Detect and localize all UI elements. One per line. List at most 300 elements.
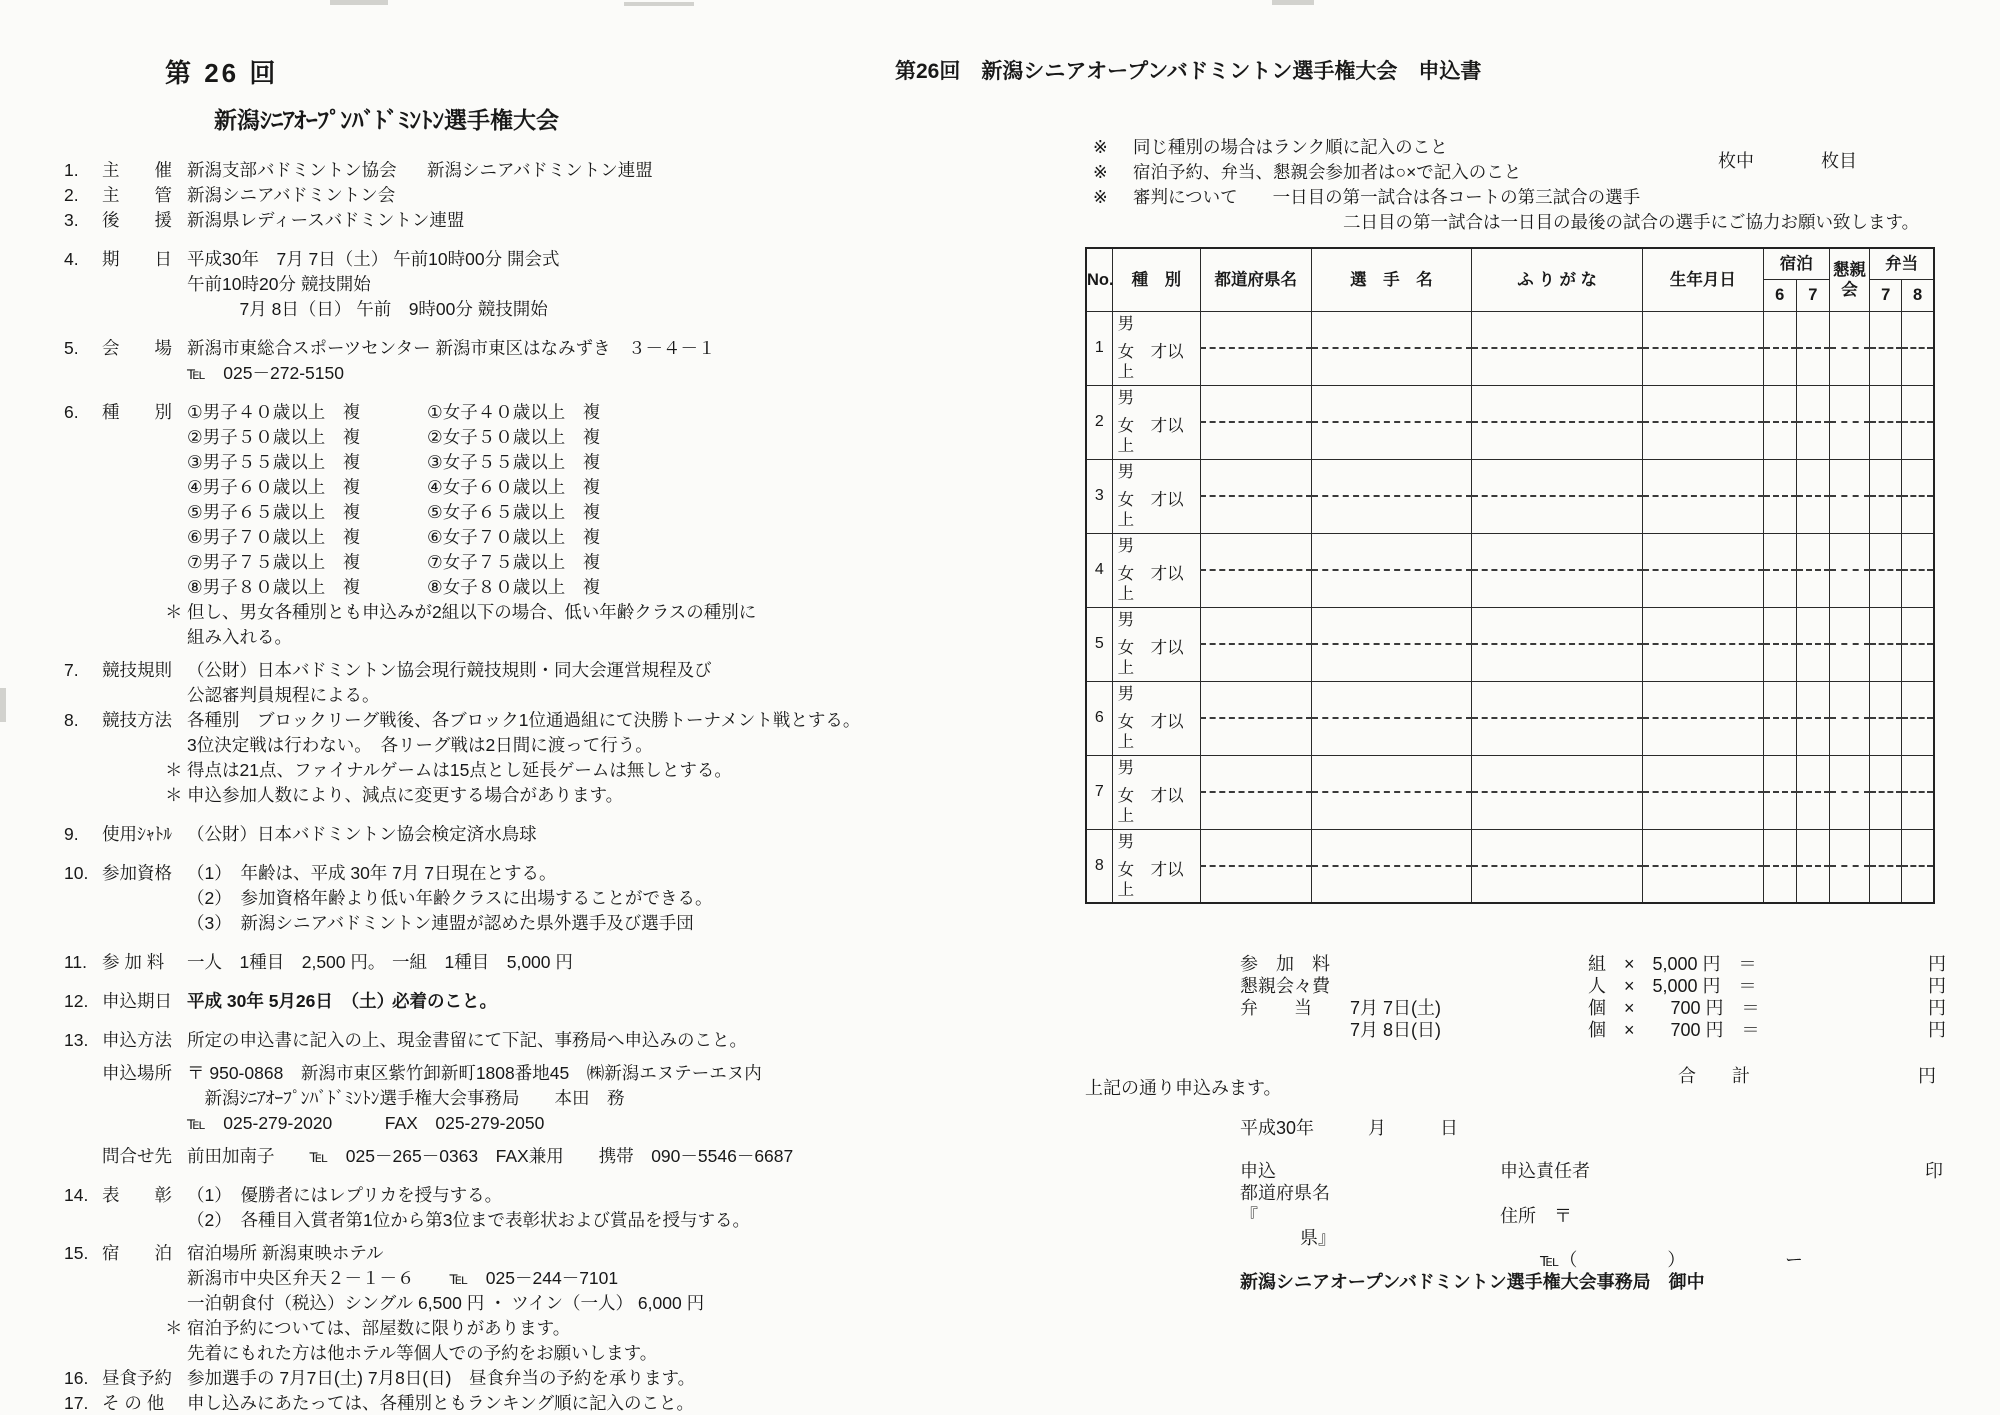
input-cell[interactable] xyxy=(1763,866,1796,903)
input-cell[interactable] xyxy=(1201,385,1312,422)
input-cell[interactable] xyxy=(1829,792,1869,829)
item-format xyxy=(62,708,872,758)
category-cell[interactable] xyxy=(1112,755,1200,829)
fee-label: 懇親会々費 xyxy=(1240,976,1330,996)
event-time: 午前 9時00分 xyxy=(356,299,473,319)
input-cell[interactable] xyxy=(1643,681,1764,718)
input-cell[interactable] xyxy=(1472,422,1643,459)
apply-place-line: 新潟ｼﾆｱｵｰﾌﾟﾝﾊﾞﾄﾞﾐﾝﾄﾝ選手権大会事務局 本田 務 xyxy=(187,1088,625,1108)
fee-yen: 円 xyxy=(1928,1020,1946,1040)
responsible-label: 申込責任者 xyxy=(1500,1161,1590,1181)
input-cell[interactable] xyxy=(1763,459,1796,496)
support-org: 新潟県レディースバドミントン連盟 xyxy=(187,210,465,230)
col-bento-8: 8 xyxy=(1902,279,1934,311)
input-cell[interactable] xyxy=(1472,829,1643,866)
input-cell[interactable] xyxy=(1829,422,1869,459)
item-number: 8. xyxy=(64,710,79,730)
fee-section xyxy=(1240,953,1946,1087)
input-cell[interactable] xyxy=(1763,311,1796,348)
category-line: ②男子５０歳以上 複 xyxy=(187,427,361,447)
input-cell[interactable] xyxy=(1201,755,1312,792)
input-cell[interactable] xyxy=(1643,311,1764,348)
input-cell[interactable] xyxy=(1902,459,1934,496)
male-label: 男 xyxy=(1117,684,1135,703)
venue-name: 新潟市東総合スポーツセンター xyxy=(187,338,431,358)
input-cell[interactable] xyxy=(1763,533,1796,570)
input-cell[interactable] xyxy=(1201,681,1312,718)
asterisk-mark: ＊ xyxy=(165,760,183,780)
input-cell[interactable] xyxy=(1902,829,1934,866)
asterisk-mark: ＊ xyxy=(165,602,183,622)
tournament-round: 第 26 回 xyxy=(165,58,279,88)
apply-method-text: 所定の申込書に記入の上、現金書留にて下記、事務局へ申込みのこと。 xyxy=(187,1030,747,1050)
input-cell[interactable] xyxy=(1472,570,1643,607)
category-cell[interactable] xyxy=(1112,681,1200,755)
eligibility-line: （1） 年齢は、平成 30年 7月 7日現在とする。 xyxy=(187,863,557,883)
input-cell[interactable] xyxy=(1870,385,1902,422)
row-number: 6 xyxy=(1086,681,1112,755)
input-cell[interactable] xyxy=(1311,311,1472,348)
input-cell[interactable] xyxy=(1902,681,1934,718)
scan-artifact xyxy=(330,0,388,5)
player-entry-row xyxy=(1086,829,1934,903)
hotel-address: 新潟市中央区弁天２－１－６ ℡ 025－244－7101 xyxy=(187,1268,619,1288)
col-no: No. xyxy=(1086,248,1112,311)
category-line: ⑥女子７０歳以上 複 xyxy=(427,527,601,547)
input-cell[interactable] xyxy=(1902,385,1934,422)
input-cell[interactable] xyxy=(1870,348,1902,385)
row-number: 4 xyxy=(1086,533,1112,607)
input-cell[interactable] xyxy=(1201,422,1312,459)
input-cell[interactable] xyxy=(1201,644,1312,681)
input-cell[interactable] xyxy=(1870,459,1902,496)
apply-label: 申込 xyxy=(1240,1161,1276,1181)
item-number: 3. xyxy=(64,210,79,230)
note-text: 得点は21点、ファイナルゲームは15点とし延長ゲームは無しとする。 xyxy=(187,760,732,780)
input-cell[interactable] xyxy=(1311,866,1472,903)
input-cell[interactable] xyxy=(1902,533,1934,570)
awards-line: （2） 各種目入賞者第1位から第3位まで表彰状および賞品を授与する。 xyxy=(187,1210,750,1230)
input-cell[interactable] xyxy=(1763,681,1796,718)
tournament-title: 新潟ｼﾆｱｵｰﾌﾟﾝﾊﾞﾄﾞﾐﾝﾄﾝ選手権大会 xyxy=(214,107,559,133)
input-cell[interactable] xyxy=(1902,607,1934,644)
item-label: 後 援 xyxy=(102,210,172,230)
rules-text: （公財）日本バドミントン協会現行競技規則・同大会運営規程及び xyxy=(187,660,712,680)
event-time: 午前10時20分 xyxy=(187,274,296,294)
input-cell[interactable] xyxy=(1796,311,1829,348)
input-cell[interactable] xyxy=(1796,607,1829,644)
format-note xyxy=(62,783,872,808)
input-cell[interactable] xyxy=(1902,311,1934,348)
event-date: 7月 8日（日） xyxy=(187,299,352,319)
input-cell[interactable] xyxy=(1643,755,1764,792)
input-cell[interactable] xyxy=(1201,348,1312,385)
input-cell[interactable] xyxy=(1796,348,1829,385)
total-yen: 円 xyxy=(1918,1066,1936,1086)
fee-yen: 円 xyxy=(1928,976,1946,996)
input-cell[interactable] xyxy=(1870,570,1902,607)
input-cell[interactable] xyxy=(1796,755,1829,792)
input-cell[interactable] xyxy=(1870,533,1902,570)
input-cell[interactable] xyxy=(1311,570,1472,607)
input-cell[interactable] xyxy=(1796,570,1829,607)
input-cell[interactable] xyxy=(1763,348,1796,385)
input-cell[interactable] xyxy=(1311,385,1472,422)
fee-label: 参 加 料 xyxy=(1240,954,1330,974)
input-cell[interactable] xyxy=(1311,496,1472,533)
input-cell[interactable] xyxy=(1902,496,1934,533)
lodging-note xyxy=(62,1316,872,1341)
female-age-label: 女 才以上 xyxy=(1117,564,1184,603)
input-cell[interactable] xyxy=(1201,311,1312,348)
input-cell[interactable] xyxy=(1643,792,1764,829)
fee-date: 7月 8日(日) xyxy=(1350,1020,1442,1040)
category-cell[interactable] xyxy=(1112,533,1200,607)
fee-row xyxy=(1240,1019,1946,1041)
item-number: 9. xyxy=(64,824,79,844)
input-cell[interactable] xyxy=(1201,718,1312,755)
input-cell[interactable] xyxy=(1643,496,1764,533)
input-cell[interactable] xyxy=(1201,829,1312,866)
organizer-org: 新潟シニアバドミントン会 xyxy=(187,185,396,205)
hotel-name: 新潟東映ホテル xyxy=(261,1243,384,1263)
input-cell[interactable] xyxy=(1311,607,1472,644)
fee-label xyxy=(1240,1019,1350,1041)
event-name: 競技開始 xyxy=(300,274,371,294)
lunch-text: 参加選手の 7月7日(土) 7月8日(日) 昼食弁当の予約を承ります。 xyxy=(187,1368,696,1388)
women-categories xyxy=(427,400,872,600)
input-cell[interactable] xyxy=(1201,459,1312,496)
lodging-note-cont xyxy=(62,1341,872,1366)
item-label: 宿 泊 xyxy=(102,1243,172,1263)
category-line: ④女子６０歳以上 複 xyxy=(427,477,601,497)
col-birthdate: 生年月日 xyxy=(1643,248,1764,311)
input-cell[interactable] xyxy=(1829,644,1869,681)
input-cell[interactable] xyxy=(1472,718,1643,755)
scan-artifact xyxy=(0,688,6,722)
item-number: 11. xyxy=(64,952,88,972)
input-cell[interactable] xyxy=(1643,348,1764,385)
input-cell[interactable] xyxy=(1643,866,1764,903)
input-cell[interactable] xyxy=(1311,755,1472,792)
input-cell[interactable] xyxy=(1472,496,1643,533)
input-cell[interactable] xyxy=(1870,718,1902,755)
input-cell[interactable] xyxy=(1201,792,1312,829)
note-text: 宿泊予約、弁当、懇親会参加者は○×で記入のこと xyxy=(1133,162,1522,182)
category-line: ⑦女子７５歳以上 複 xyxy=(427,552,601,572)
input-cell[interactable] xyxy=(1311,348,1472,385)
input-cell[interactable] xyxy=(1311,459,1472,496)
deadline-note: 必着のこと。 xyxy=(392,991,497,1011)
contact-text: 前田加南子 ℡ 025－265－0363 FAX兼用 携帯 090－5546－6687 xyxy=(187,1146,794,1166)
input-cell[interactable] xyxy=(1472,459,1643,496)
input-cell[interactable] xyxy=(1311,718,1472,755)
input-cell[interactable] xyxy=(1796,644,1829,681)
input-cell[interactable] xyxy=(1870,792,1902,829)
reference-mark: ※ xyxy=(1093,137,1108,157)
player-entry-row xyxy=(1086,385,1934,459)
input-cell[interactable] xyxy=(1829,866,1869,903)
input-cell[interactable] xyxy=(1643,718,1764,755)
input-cell[interactable] xyxy=(1902,866,1934,903)
shuttle-text: （公財）日本バドミントン協会検定済水鳥球 xyxy=(187,824,537,844)
input-cell[interactable] xyxy=(1763,496,1796,533)
input-cell[interactable] xyxy=(1472,533,1643,570)
note-text: 宿泊予約については、部屋数に限りがあります。 xyxy=(187,1318,571,1338)
input-cell[interactable] xyxy=(1643,829,1764,866)
item-label: 表 彰 xyxy=(102,1185,172,1205)
input-cell[interactable] xyxy=(1643,459,1764,496)
input-cell[interactable] xyxy=(1870,422,1902,459)
item-label: 参加資格 xyxy=(102,863,172,883)
category-cell[interactable] xyxy=(1112,311,1200,385)
male-label: 男 xyxy=(1117,832,1135,851)
input-cell[interactable] xyxy=(1472,866,1643,903)
input-cell[interactable] xyxy=(1829,607,1869,644)
input-cell[interactable] xyxy=(1311,533,1472,570)
item-label: そ の 他 xyxy=(102,1393,165,1413)
col-player-name: 選 手 名 xyxy=(1311,248,1472,311)
input-cell[interactable] xyxy=(1643,607,1764,644)
col-furigana: ふ り が な xyxy=(1472,248,1643,311)
male-label: 男 xyxy=(1117,536,1135,555)
input-cell[interactable] xyxy=(1763,422,1796,459)
item-number: 2. xyxy=(64,185,79,205)
input-cell[interactable] xyxy=(1201,607,1312,644)
input-cell[interactable] xyxy=(1763,644,1796,681)
input-cell[interactable] xyxy=(1311,422,1472,459)
fee-pair: 一組 1種目 5,000 円 xyxy=(392,952,573,972)
input-cell[interactable] xyxy=(1796,385,1829,422)
deadline-date: 平成 30年 5月26日 （土） xyxy=(187,991,395,1011)
fee-date xyxy=(1350,975,1588,997)
note-text: 組み入れる。 xyxy=(187,627,292,647)
venue-tel: ℡ 025－272-5150 xyxy=(187,363,344,383)
office-address-line: 新潟シニアオープンバドミントン選手権大会事務局 御中 xyxy=(1240,1272,1705,1292)
input-cell[interactable] xyxy=(1829,755,1869,792)
announcement-page xyxy=(62,58,872,1415)
application-form-page xyxy=(880,55,1960,1415)
col-lodging-7: 7 xyxy=(1796,279,1829,311)
input-cell[interactable] xyxy=(1796,681,1829,718)
format-text: 各種別 ブロックリーグ戦後、各ブロック1位通過組にて決勝トーナメント戦とする。 xyxy=(187,710,861,730)
male-label: 男 xyxy=(1117,758,1135,777)
fee-formula: 個 × 700 円 ＝ xyxy=(1588,1020,1760,1040)
input-cell[interactable] xyxy=(1472,792,1643,829)
other-text: 申し込みにあたっては、各種別ともランキング順に記入のこと。 xyxy=(187,1393,694,1413)
input-cell[interactable] xyxy=(1763,792,1796,829)
input-cell[interactable] xyxy=(1643,533,1764,570)
input-cell[interactable] xyxy=(1902,718,1934,755)
fee-yen: 円 xyxy=(1928,954,1946,974)
input-cell[interactable] xyxy=(1902,755,1934,792)
input-cell[interactable] xyxy=(1311,644,1472,681)
input-cell[interactable] xyxy=(1902,422,1934,459)
category-line: ⑤男子６５歳以上 複 xyxy=(187,502,361,522)
player-entry-row xyxy=(1086,755,1934,829)
input-cell[interactable] xyxy=(1870,755,1902,792)
input-cell[interactable] xyxy=(1201,866,1312,903)
input-cell[interactable] xyxy=(1829,681,1869,718)
input-cell[interactable] xyxy=(1870,866,1902,903)
player-entry-row xyxy=(1086,311,1934,385)
input-cell[interactable] xyxy=(1829,348,1869,385)
item-number: 17. xyxy=(64,1393,89,1413)
category-line: ③男子５５歳以上 複 xyxy=(187,452,361,472)
apply-place-label: 申込場所 xyxy=(102,1063,172,1083)
input-cell[interactable] xyxy=(1796,496,1829,533)
input-cell[interactable] xyxy=(1796,792,1829,829)
item-label: 申込期日 xyxy=(102,991,172,1011)
input-cell[interactable] xyxy=(1796,718,1829,755)
female-age-label: 女 才以上 xyxy=(1117,638,1184,677)
item-number: 14. xyxy=(64,1185,89,1205)
item-apply-method xyxy=(62,1028,872,1053)
row-number: 7 xyxy=(1086,755,1112,829)
format-text: 3位決定戦は行わない。 各リーグ戦は2日間に渡って行う。 xyxy=(187,735,653,755)
lodging-place-label: 宿泊場所 xyxy=(187,1243,257,1263)
item-label: 申込方法 xyxy=(102,1030,172,1050)
input-cell[interactable] xyxy=(1311,681,1472,718)
input-cell[interactable] xyxy=(1643,385,1764,422)
input-cell[interactable] xyxy=(1472,385,1643,422)
item-label: 参 加 料 xyxy=(102,952,165,972)
input-cell[interactable] xyxy=(1201,533,1312,570)
input-cell[interactable] xyxy=(1472,755,1643,792)
categories-note xyxy=(62,600,872,625)
category-cell[interactable] xyxy=(1112,459,1200,533)
input-cell[interactable] xyxy=(1902,570,1934,607)
apply-place-line: 〒 950-0868 新潟市東区紫竹卸新町1808番地45 ㈱新潟エヌテーエヌ内 xyxy=(187,1063,762,1083)
input-cell[interactable] xyxy=(1902,792,1934,829)
item-label: 種 別 xyxy=(102,402,172,422)
input-cell[interactable] xyxy=(1796,422,1829,459)
item-deadline xyxy=(62,989,872,1014)
input-cell[interactable] xyxy=(1201,496,1312,533)
fee-total-row xyxy=(1240,1065,1936,1087)
input-cell[interactable] xyxy=(1829,385,1869,422)
item-number: 6. xyxy=(64,402,79,422)
input-cell[interactable] xyxy=(1472,644,1643,681)
input-cell[interactable] xyxy=(1796,533,1829,570)
input-cell[interactable] xyxy=(1870,681,1902,718)
item-number: 5. xyxy=(64,338,79,358)
input-cell[interactable] xyxy=(1902,348,1934,385)
input-cell[interactable] xyxy=(1311,792,1472,829)
male-label: 男 xyxy=(1117,610,1135,629)
input-cell[interactable] xyxy=(1472,311,1643,348)
item-rules xyxy=(62,658,872,708)
host-org-2: 新潟シニアバドミントン連盟 xyxy=(427,160,653,180)
note-text: 先着にもれた方は他ホテル等個人での予約をお願いします。 xyxy=(187,1343,658,1363)
input-cell[interactable] xyxy=(1870,829,1902,866)
input-cell[interactable] xyxy=(1829,570,1869,607)
category-cell[interactable] xyxy=(1112,607,1200,681)
input-cell[interactable] xyxy=(1472,348,1643,385)
female-age-label: 女 才以上 xyxy=(1117,490,1184,529)
female-age-label: 女 才以上 xyxy=(1117,712,1184,751)
item-label: 競技方法 xyxy=(102,710,172,730)
input-cell[interactable] xyxy=(1763,385,1796,422)
female-age-label: 女 才以上 xyxy=(1117,786,1184,825)
input-cell[interactable] xyxy=(1796,829,1829,866)
input-cell[interactable] xyxy=(1763,829,1796,866)
player-entry-row xyxy=(1086,459,1934,533)
fee-date: 7月 7日(土) xyxy=(1350,998,1442,1018)
item-number: 4. xyxy=(64,249,79,269)
fee-yen: 円 xyxy=(1928,998,1946,1018)
entry-table xyxy=(1085,247,1935,904)
eligibility-line: （3） 新潟シニアバドミントン連盟が認めた県外選手及び選手団 xyxy=(187,913,694,933)
item-categories xyxy=(62,400,872,600)
input-cell[interactable] xyxy=(1902,644,1934,681)
host-org-1: 新潟支部バドミントン協会 xyxy=(187,160,397,180)
input-cell[interactable] xyxy=(1643,644,1764,681)
input-cell[interactable] xyxy=(1643,570,1764,607)
input-cell[interactable] xyxy=(1829,496,1869,533)
input-cell[interactable] xyxy=(1796,866,1829,903)
input-cell[interactable] xyxy=(1870,644,1902,681)
event-time: 午前10時00分 xyxy=(393,249,503,269)
col-lodging: 宿泊 xyxy=(1763,248,1829,279)
item-awards xyxy=(62,1183,872,1233)
category-line: ④男子６０歳以上 複 xyxy=(187,477,361,497)
input-cell[interactable] xyxy=(1829,311,1869,348)
input-cell[interactable] xyxy=(1763,755,1796,792)
male-label: 男 xyxy=(1117,388,1135,407)
input-cell[interactable] xyxy=(1472,607,1643,644)
player-entry-row xyxy=(1086,681,1934,755)
bracket-open: 『 xyxy=(1240,1206,1258,1226)
input-cell[interactable] xyxy=(1870,496,1902,533)
input-cell[interactable] xyxy=(1829,718,1869,755)
item-number: 16. xyxy=(64,1368,89,1388)
input-cell[interactable] xyxy=(1311,829,1472,866)
category-line: ②女子５０歳以上 複 xyxy=(427,427,601,447)
sheets-of-label: 枚中 xyxy=(1718,151,1754,171)
apply-place-line: ℡ 025-279-2020 FAX 025-279-2050 xyxy=(187,1113,545,1133)
input-cell[interactable] xyxy=(1870,607,1902,644)
category-cell[interactable] xyxy=(1112,829,1200,903)
input-cell[interactable] xyxy=(1829,533,1869,570)
input-cell[interactable] xyxy=(1796,459,1829,496)
col-category: 種 別 xyxy=(1112,248,1200,311)
note-text: 二日目の第一試合は一日目の最後の試合の選手にご協力お願い致します。 xyxy=(1343,212,1920,232)
fee-row xyxy=(1240,975,1946,997)
item-number: 15. xyxy=(64,1243,89,1263)
input-cell[interactable] xyxy=(1870,311,1902,348)
input-cell[interactable] xyxy=(1763,570,1796,607)
category-line: ⑧女子８０歳以上 複 xyxy=(427,577,601,597)
eligibility-line: （2） 参加資格年齢より低い年齢クラスに出場することができる。 xyxy=(187,888,713,908)
asterisk-mark: ＊ xyxy=(165,1318,183,1338)
apply-place xyxy=(62,1061,872,1136)
input-cell[interactable] xyxy=(1763,607,1796,644)
input-cell[interactable] xyxy=(1829,459,1869,496)
category-cell[interactable] xyxy=(1112,385,1200,459)
input-cell[interactable] xyxy=(1643,422,1764,459)
event-date: 平成30年 7月 7日（土） xyxy=(187,249,389,269)
input-cell[interactable] xyxy=(1763,718,1796,755)
seal-mark: 印 xyxy=(1925,1161,1943,1181)
input-cell[interactable] xyxy=(1472,681,1643,718)
input-cell[interactable] xyxy=(1829,829,1869,866)
scan-artifact xyxy=(1272,0,1314,5)
fee-formula: 人 × 5,000 円 ＝ xyxy=(1588,976,1757,996)
item-number: 10. xyxy=(64,863,89,883)
input-cell[interactable] xyxy=(1201,570,1312,607)
female-age-label: 女 才以上 xyxy=(1117,416,1184,455)
